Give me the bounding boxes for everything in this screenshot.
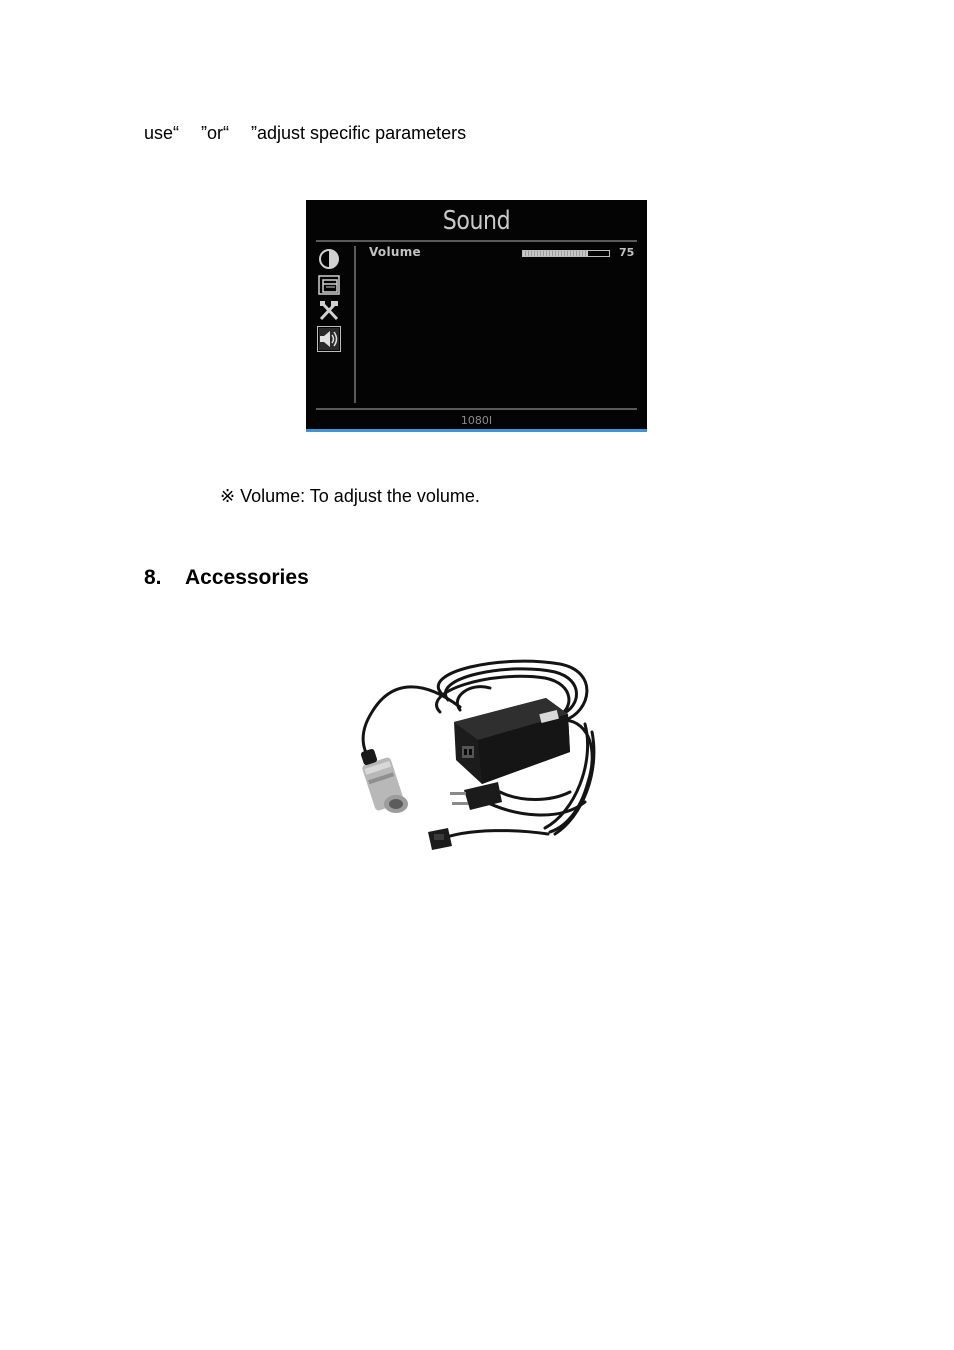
section-heading — [144, 565, 309, 591]
section-title: Accessories — [185, 566, 309, 589]
osd-divider-vertical — [354, 246, 356, 403]
osd-sound-menu-screenshot — [306, 200, 647, 432]
osd-divider-bottom — [316, 408, 637, 410]
volume-slider-fill — [523, 251, 588, 256]
instruction-part-3: ”adjust specific parameters — [251, 123, 467, 143]
section-number: 8. — [144, 566, 162, 589]
volume-label: Volume — [369, 245, 421, 259]
osd-resolution: 1080I — [460, 414, 493, 427]
osd-divider-top — [316, 240, 637, 242]
instruction-part-1: use“ — [144, 123, 180, 143]
picture-icon — [317, 274, 341, 296]
tools-icon — [317, 300, 341, 322]
volume-slider[interactable] — [522, 250, 610, 257]
contrast-icon — [317, 248, 341, 270]
volume-note: ※ Volume: To adjust the volume. — [220, 486, 480, 506]
speaker-icon — [317, 326, 341, 352]
osd-title: Sound — [442, 206, 511, 236]
power-adapter-photo — [350, 652, 606, 856]
instruction-text — [144, 122, 466, 144]
instruction-part-2: ”or“ — [201, 123, 230, 143]
volume-value: 75 — [619, 246, 635, 259]
